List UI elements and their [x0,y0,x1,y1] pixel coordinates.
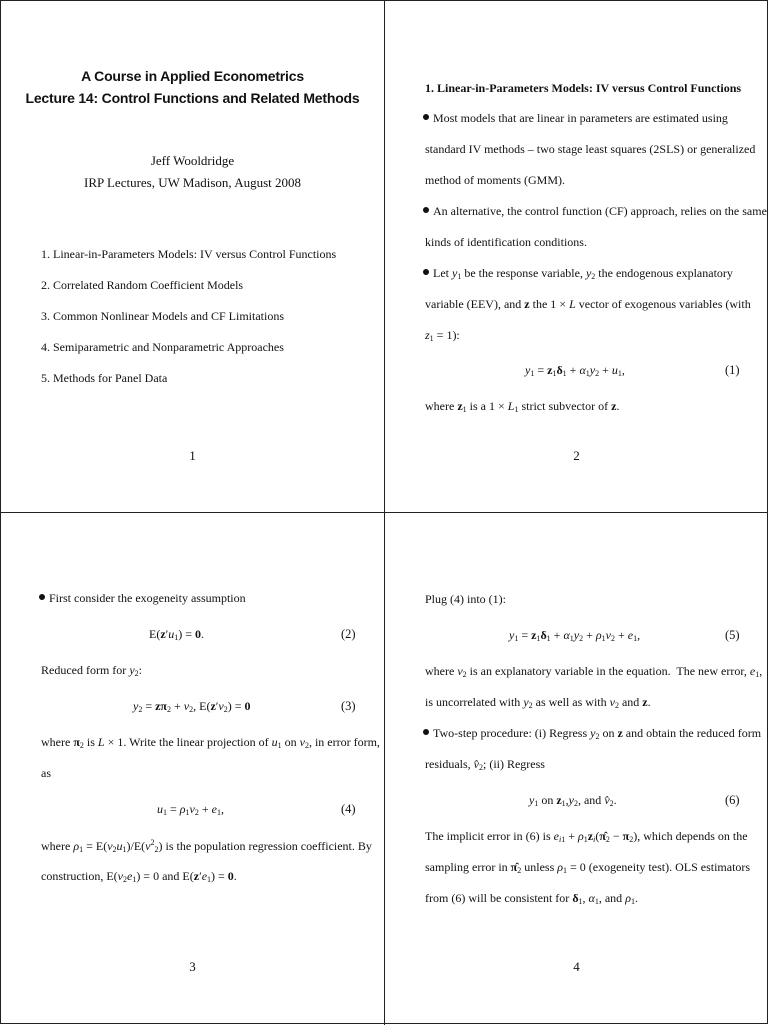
equation-number: (2) [341,627,356,641]
slide-title-line-2: Lecture 14: Control Functions and Related Methods [25,90,360,106]
text-line: The implicit error in (6) is $e_{i1}$ + $\rho_1z_i(\pî_2 - \pi_2)$, which depends on the [425,829,748,844]
text-line: Plug (4) into (1): [425,592,506,606]
text-line: where $\pi_2$ is L × 1. Write the linear projection of $u_1$ on $v_2$, in error form, [41,735,380,750]
bullet-line: An alternative, the control function (CF) approach, relies on the same [423,204,767,219]
page-number: 2 [573,448,580,463]
text-line: is uncorrelated with $y_2$ as well as with $v_2$ and z. [425,695,651,710]
text-line: construction, $E(v_2e_1) = 0$ and $E(z'e_1) = 0$. [41,869,237,884]
bullet-line: Two-step procedure: (i) Regress $y_2$ on z and obtain the reduced form [423,726,761,741]
text-line: where $v_2$ is an explanatory variable in the equation. The new error, $e_1$, [425,664,763,679]
equation-number: (1) [725,363,740,377]
bullet-line: First consider the exogeneity assumption [39,591,246,606]
text-line: from (6) will be consistent for $\delta_1$, $\alpha_1$, and $\rho_1$. [425,891,638,906]
section-heading: 1. Linear-in-Parameters Models: IV versus Control Functions [425,81,742,95]
equation-number: (5) [725,628,740,642]
text-line: standard IV methods – two stage least squares (2SLS) or generalized [425,142,756,156]
bullet-icon [423,114,429,120]
text-line: as [41,766,51,780]
bullet-line: Most models that are linear in parameters are estimated using [423,111,728,126]
bullet-icon [39,594,45,600]
text-line: sampling error in $\pî_2$ unless $\rho_1 = 0$ (exogeneity test). OLS estimators [425,860,751,875]
outline-item: 2. Correlated Random Coefficient Models [41,278,244,292]
outline-item: 3. Common Nonlinear Models and CF Limitations [41,309,284,323]
venue: IRP Lectures, UW Madison, August 2008 [83,175,301,190]
text-line: where $z_1$ is a $1 \times L_1$ strict subvector of z. [425,399,620,414]
equation-2: $E(z'u_1) = 0$. [149,627,205,642]
equation-number: (3) [341,699,356,713]
text-line: kinds of identification conditions. [425,235,587,249]
equation-number: (6) [725,793,740,807]
equation-3: $y_2 = z\pi_2 + v_2$, $E(z'v_2) = 0$ [133,699,251,714]
equation-4: $u_1 = \rho_1v_2 + e_1$, [157,802,224,817]
page-number: 1 [189,448,196,463]
bullet-icon [423,729,429,735]
slide-title-line-1: A Course in Applied Econometrics [81,68,304,84]
slide-2 [385,1,768,512]
equation-1: $y_1 = z_1\delta_1 + \alpha_1y_2 + u_1$, [525,363,625,378]
text-line: where $\rho_1 = E(v_2u_1)/E(v^2_2)$ is the population regression coefficient. By [41,838,372,854]
text-line: variable (EEV), and z the 1 × L vector of exogenous variables (with [425,297,751,311]
text-line: method of moments (GMM). [425,173,565,187]
outline-item: 1. Linear-in-Parameters Models: IV versus Control Functions [41,247,337,261]
slide-3 [1,513,384,1024]
equation-6: $y_1$ on $z_1,y_2$, and $v̂_2$. [529,793,617,808]
text-line: $z_1 = 1$): [425,328,460,343]
author: Jeff Wooldridge [150,153,235,168]
equation-number: (4) [341,802,356,816]
bullet-line: Let $y_1$ be the response variable, $y_2$ the endogenous explanatory [423,266,733,281]
bullet-icon [423,207,429,213]
slide-4 [385,513,768,1024]
slide-1 [1,1,384,512]
text-line: residuals, $v̂_2$; (ii) Regress [425,757,545,772]
page-number: 3 [189,959,196,974]
page-number: 4 [573,959,580,974]
outline-item: 5. Methods for Panel Data [41,371,168,385]
bullet-icon [423,269,429,275]
text-line: Reduced form for $y_2$: [41,663,142,678]
outline-item: 4. Semiparametric and Nonparametric Approaches [41,340,284,354]
equation-5: $y_1 = z_1\delta_1 + \alpha_1y_2 + \rho_1v_2 + e_1$, [509,628,641,643]
